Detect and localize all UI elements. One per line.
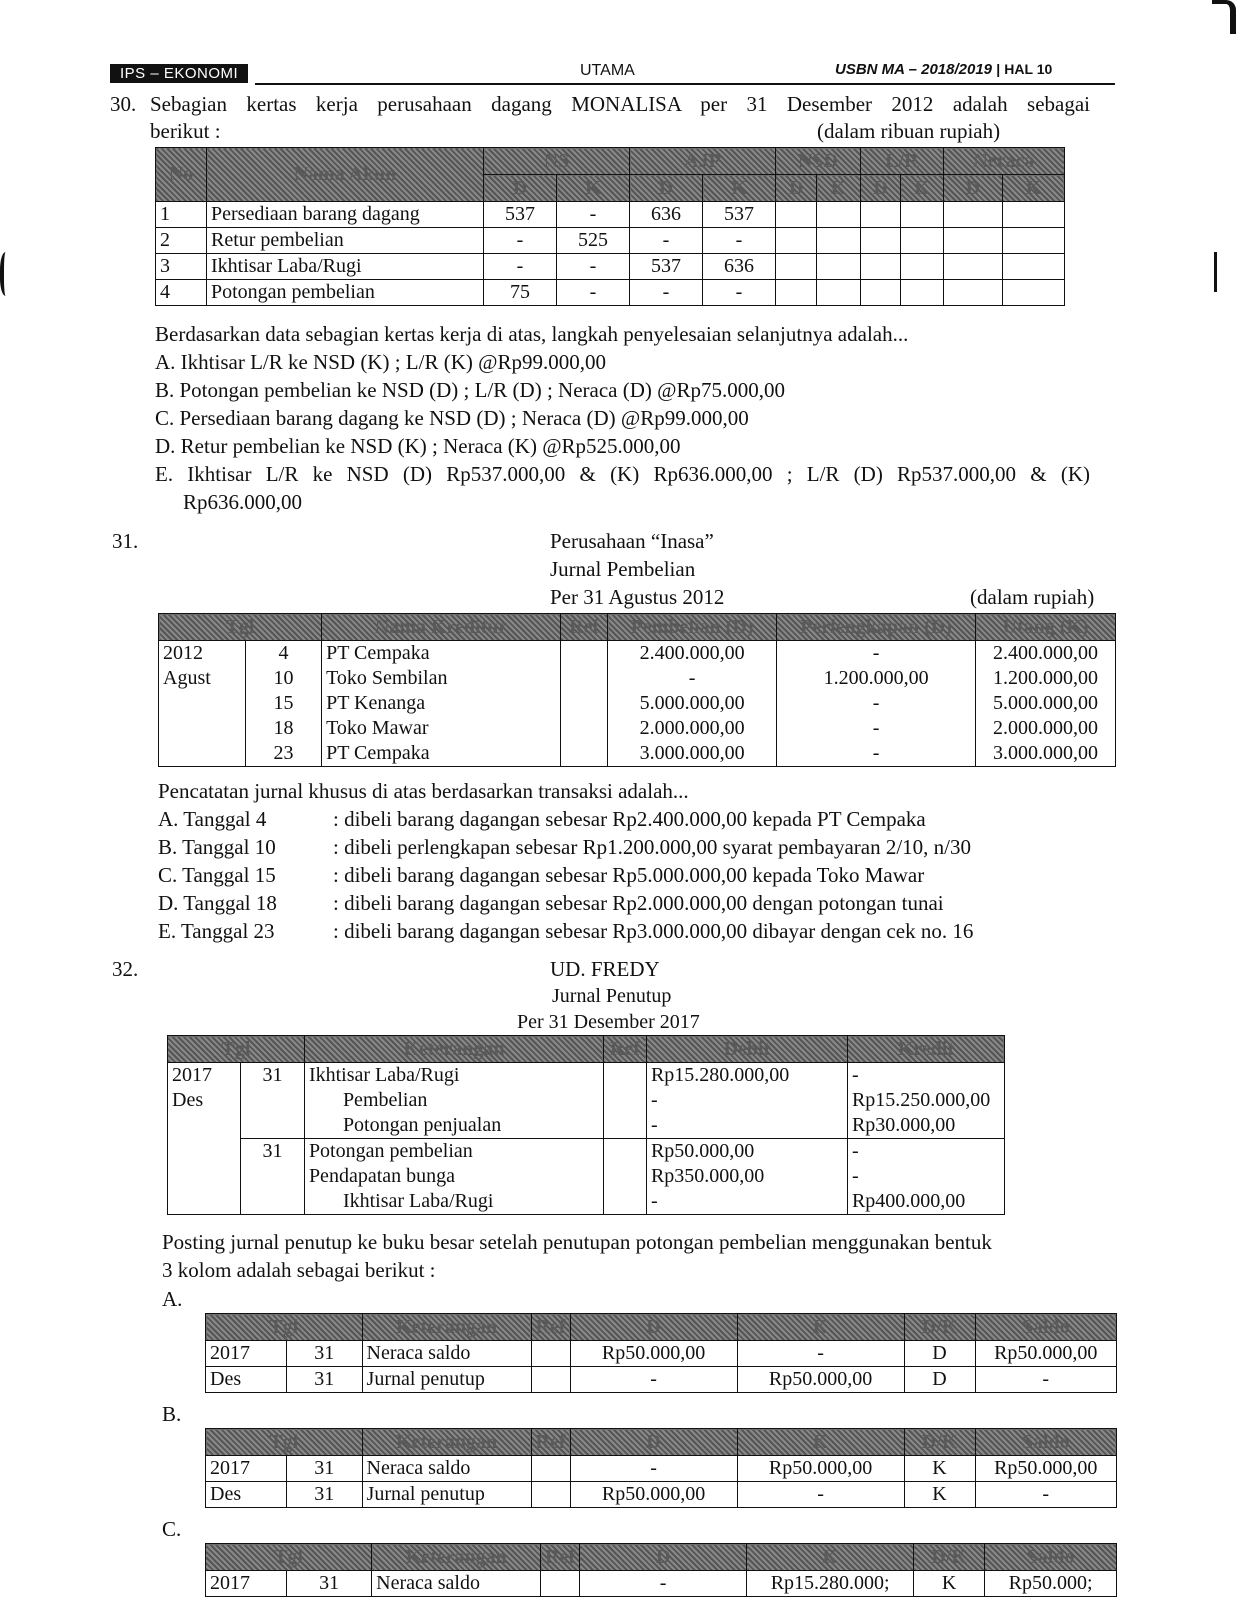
th-dk: D/K [904, 1429, 975, 1456]
table-row [206, 1456, 1117, 1482]
q32-closing-journal [167, 1035, 1005, 1215]
cell-d: - [570, 1367, 737, 1393]
q31-period: Per 31 Agustus 2012 [550, 585, 725, 609]
th-utang: Utang (K) [976, 614, 1116, 641]
cell-ajp-k: 636 [703, 254, 776, 280]
cell-k: Rp50.000,00 [737, 1367, 904, 1393]
cell-dk: K [904, 1456, 975, 1482]
cell-day: 15 [246, 691, 322, 716]
q31-question: Pencatatan jurnal khusus di atas berdasarkan transaksi adalah... [158, 779, 689, 803]
q30-unit: (dalam ribuan rupiah) [817, 119, 1001, 143]
table-row [168, 1113, 1005, 1139]
q31-option-a-label[interactable]: A. Tanggal 4 [158, 807, 267, 831]
th-ns: NS [484, 148, 630, 175]
cell-name: PT Cempaka [322, 641, 561, 667]
q30-option-a[interactable]: A. Ikhtisar L/R ke NSD (K) ; L/R (K) @Rp99.000,00 [155, 350, 606, 374]
cell-ns-d: 537 [484, 202, 557, 228]
cell-perlengkapan: - [777, 741, 976, 767]
table-row [159, 691, 1116, 716]
q32-period: Per 31 Desember 2017 [517, 1011, 700, 1033]
th-k: K [557, 175, 630, 202]
cell-perlengkapan: - [777, 716, 976, 741]
th-d: D [943, 175, 1002, 202]
cell-day: 31 [287, 1456, 363, 1482]
th-ket: Keterangan [362, 1314, 531, 1341]
cell-pembelian: 2.400.000,00 [608, 641, 777, 667]
cell-ns-k: - [557, 280, 630, 306]
q32-subtitle: Jurnal Penutup [552, 985, 672, 1007]
cell-kredit: Rp30.000,00 [847, 1113, 1004, 1139]
cell-saldo: Rp50.000,00 [975, 1456, 1116, 1482]
q31-option-a-text: : dibeli barang dagangan sebesar Rp2.400.000,00 kepada PT Cempaka [333, 807, 926, 831]
cell-name: Toko Mawar [322, 716, 561, 741]
cell-kredit: - [847, 1139, 1004, 1165]
th-k: K [817, 175, 860, 202]
q32-title: UD. FREDY [550, 957, 660, 981]
cell-no: 2 [156, 228, 207, 254]
table-row [159, 716, 1116, 741]
cell-ns-k: - [557, 254, 630, 280]
cell-day: 31 [287, 1367, 363, 1393]
cell-ket: Pembelian [304, 1088, 603, 1113]
cell-saldo: Rp50.000,00 [975, 1341, 1116, 1367]
cell-perlengkapan: - [777, 691, 976, 716]
th-kredit: Kredit [847, 1036, 1004, 1063]
cell-dk: K [914, 1571, 985, 1597]
cell-year: 2012 [159, 641, 246, 667]
cell-month: Agust [159, 666, 246, 691]
th-ket: Keterangan [304, 1036, 603, 1063]
cell-kredit: Rp400.000,00 [847, 1189, 1004, 1215]
th-saldo: Saldo [985, 1544, 1117, 1571]
q31-option-e-label[interactable]: E. Tanggal 23 [158, 919, 275, 943]
cell-k: - [737, 1482, 904, 1508]
q31-option-b-label[interactable]: B. Tanggal 10 [158, 835, 276, 859]
table-row [159, 741, 1116, 767]
q32-option-a-label[interactable]: A. [162, 1287, 183, 1311]
table-row [206, 1367, 1117, 1393]
q30-option-b[interactable]: B. Potongan pembelian ke NSD (D) ; L/R (D) ; Neraca (D) @Rp75.000,00 [155, 378, 785, 402]
header-rule [255, 83, 1115, 85]
cell-day: 31 [241, 1063, 305, 1089]
cell-ajp-k: 537 [703, 202, 776, 228]
th-ket: Keterangan [372, 1544, 541, 1571]
th-ref: Ref [531, 1314, 570, 1341]
cell-day: 31 [241, 1139, 305, 1165]
q31-number: 31. [112, 529, 139, 553]
table-row [168, 1189, 1005, 1215]
cell-kredit: - [847, 1063, 1004, 1089]
th-kreditur: Nama Kreditur [322, 614, 561, 641]
subject-tag: IPS – EKONOMI [110, 64, 248, 83]
cell-year: 2017 [206, 1456, 287, 1482]
cell-ket: Neraca saldo [362, 1341, 531, 1367]
cell-year: 2017 [206, 1341, 287, 1367]
th-k: K [703, 175, 776, 202]
cell-day: 31 [287, 1482, 363, 1508]
q32-option-c-ledger [205, 1543, 1117, 1597]
cell-ajp-k: - [703, 280, 776, 306]
th-dk: D/K [904, 1314, 975, 1341]
cell-name: Toko Sembilan [322, 666, 561, 691]
cell-day: 31 [287, 1571, 372, 1597]
cell-k: Rp50.000,00 [737, 1456, 904, 1482]
cell-name: PT Cempaka [322, 741, 561, 767]
cell-ket: Potongan pembelian [304, 1139, 603, 1165]
th-k: K [737, 1314, 904, 1341]
cell-day: 18 [246, 716, 322, 741]
cell-pembelian: 3.000.000,00 [608, 741, 777, 767]
cell-account: Ikhtisar Laba/Rugi [207, 254, 484, 280]
q30-option-d[interactable]: D. Retur pembelian ke NSD (K) ; Neraca (K) @Rp525.000,00 [155, 434, 681, 458]
cell-ajp-k: - [703, 228, 776, 254]
cell-ket: Neraca saldo [362, 1456, 531, 1482]
cell-month: Des [168, 1088, 241, 1113]
cell-debit: Rp15.280.000,00 [646, 1063, 847, 1089]
cell-no: 3 [156, 254, 207, 280]
th-ref: Ref [561, 614, 608, 641]
table-row [206, 1571, 1117, 1597]
q32-number: 32. [112, 957, 139, 981]
th-k: K [737, 1429, 904, 1456]
cell-ket: Jurnal penutup [362, 1367, 531, 1393]
cell-d: - [570, 1456, 737, 1482]
cell-perlengkapan: - [777, 641, 976, 667]
table-row [168, 1164, 1005, 1189]
cell-account: Potongan pembelian [207, 280, 484, 306]
table-row [168, 1139, 1005, 1165]
cell-utang: 2.000.000,00 [976, 716, 1116, 741]
th-k: K [1002, 175, 1064, 202]
th-nsd: NSD [776, 148, 861, 175]
cell-ket: Neraca saldo [372, 1571, 541, 1597]
cell-year: 2017 [168, 1063, 241, 1089]
cell-ket: Potongan penjualan [304, 1113, 603, 1139]
cell-pembelian: 2.000.000,00 [608, 716, 777, 741]
exam-title: USBN MA – 2018/2019 [835, 61, 993, 78]
q30-option-c[interactable]: C. Persediaan barang dagang ke NSD (D) ; Neraca (D) @Rp99.000,00 [155, 406, 749, 430]
cell-month: Des [206, 1367, 287, 1393]
q30-question: Berdasarkan data sebagian kertas kerja di atas, langkah penyelesaian selanjutnya adalah... [155, 322, 909, 346]
th-tgl: Tgl [206, 1429, 363, 1456]
cell-ns-k: - [557, 202, 630, 228]
q31-subtitle: Jurnal Pembelian [550, 557, 696, 581]
q30-option-e-cont: Rp636.000,00 [183, 490, 303, 514]
cell-name: PT Kenanga [322, 691, 561, 716]
header-right [835, 61, 1052, 78]
q31-option-c-text: : dibeli barang dagangan sebesar Rp5.000.000,00 kepada Toko Mawar [333, 863, 925, 887]
cell-d: Rp50.000,00 [570, 1341, 737, 1367]
q31-option-e-text: : dibeli barang dagangan sebesar Rp3.000.000,00 dibayar dengan cek no. 16 [333, 919, 974, 943]
cell-ajp-d: - [630, 228, 703, 254]
th-debit: Debit [646, 1036, 847, 1063]
cell-ajp-d: - [630, 280, 703, 306]
cell-utang: 5.000.000,00 [976, 691, 1116, 716]
table-row [168, 1088, 1005, 1113]
th-ket: Keterangan [362, 1429, 531, 1456]
th-tgl: Tgl [206, 1314, 363, 1341]
cell-ajp-d: 537 [630, 254, 703, 280]
th-k: K [747, 1544, 914, 1571]
cell-account: Persediaan barang dagang [207, 202, 484, 228]
cell-d: - [580, 1571, 747, 1597]
cell-ket: Jurnal penutup [362, 1482, 531, 1508]
cell-account: Retur pembelian [207, 228, 484, 254]
th-tgl: Tgl [168, 1036, 305, 1063]
page-number: HAL 10 [1004, 61, 1053, 77]
page-corner-mark [1212, 0, 1236, 34]
cell-saldo: - [975, 1367, 1116, 1393]
th-tgl: Tgl [159, 614, 322, 641]
th-d: D [630, 175, 703, 202]
cell-ns-k: 525 [557, 228, 630, 254]
q30-worksheet-table [155, 147, 1065, 306]
cell-pembelian: - [608, 666, 777, 691]
left-margin-mark [0, 252, 14, 296]
table-row [159, 641, 1116, 667]
th-no: No [156, 148, 207, 202]
th-neraca: Neraca [943, 148, 1064, 175]
table-row [156, 280, 1065, 306]
q32-option-c-label[interactable]: C. [162, 1517, 182, 1541]
q31-purchase-journal [158, 613, 1116, 767]
cell-ajp-d: 636 [630, 202, 703, 228]
cell-debit: Rp50.000,00 [646, 1139, 847, 1165]
cell-utang: 3.000.000,00 [976, 741, 1116, 767]
q31-option-c-label[interactable]: C. Tanggal 15 [158, 863, 276, 887]
th-k: K [901, 175, 943, 202]
q31-unit: (dalam rupiah) [970, 585, 1095, 609]
th-d: D [570, 1314, 737, 1341]
th-lr: L/R [860, 148, 943, 175]
q31-option-d-text: : dibeli barang dagangan sebesar Rp2.000.000,00 dengan potongan tunai [333, 891, 944, 915]
th-d: D [860, 175, 901, 202]
q32-option-b-ledger [205, 1428, 1117, 1508]
table-row [168, 1063, 1005, 1089]
th-d: D [776, 175, 817, 202]
th-pembelian: Pembelian (D) [608, 614, 777, 641]
q30-number: 30. [110, 92, 137, 116]
cell-no: 1 [156, 202, 207, 228]
table-row [206, 1341, 1117, 1367]
cell-ns-d: 75 [484, 280, 557, 306]
table-row [206, 1482, 1117, 1508]
th-account: Nama Akun [207, 148, 484, 202]
cell-day: 10 [246, 666, 322, 691]
cell-utang: 1.200.000,00 [976, 666, 1116, 691]
table-row [159, 666, 1116, 691]
cell-k: Rp15.280.000; [747, 1571, 914, 1597]
cell-k: - [737, 1341, 904, 1367]
th-ajp: AJP [630, 148, 776, 175]
q30-stem-2: berikut : [150, 119, 221, 143]
cell-dk: D [904, 1341, 975, 1367]
cell-month: Des [206, 1482, 287, 1508]
right-margin-mark [1208, 252, 1217, 292]
q30-stem: Sebagian kertas kerja perusahaan dagang MONALISA per 31 Desember 2012 adalah sebagai [150, 92, 1090, 116]
table-row [156, 228, 1065, 254]
cell-kredit: - [847, 1164, 1004, 1189]
th-tgl: Tgl [206, 1544, 372, 1571]
cell-ns-d: - [484, 254, 557, 280]
th-saldo: Saldo [975, 1314, 1116, 1341]
cell-debit: Rp350.000,00 [646, 1164, 847, 1189]
th-ref: Ref [603, 1036, 646, 1063]
cell-dk: K [904, 1482, 975, 1508]
q32-question: Posting jurnal penutup ke buku besar setelah penutupan potongan pembelian menggunakan bentuk [162, 1230, 992, 1254]
cell-debit: - [646, 1088, 847, 1113]
q31-title: Perusahaan “Inasa” [550, 529, 714, 553]
q30-option-e[interactable]: E. Ikhtisar L/R ke NSD (D) Rp537.000,00 & (K) Rp636.000,00 ; L/R (D) Rp537.000,00 & (K) [155, 462, 1090, 486]
cell-ket: Ikhtisar Laba/Rugi [304, 1189, 603, 1215]
th-d: D [484, 175, 557, 202]
th-ref: Ref [531, 1429, 570, 1456]
cell-dk: D [904, 1367, 975, 1393]
cell-year: 2017 [206, 1571, 287, 1597]
cell-ns-d: - [484, 228, 557, 254]
th-ref: Ref [541, 1544, 580, 1571]
q32-option-a-ledger [205, 1313, 1117, 1393]
cell-ket: Ikhtisar Laba/Rugi [304, 1063, 603, 1089]
q32-option-b-label[interactable]: B. [162, 1402, 182, 1426]
q32-question-2: 3 kolom adalah sebagai berikut : [162, 1258, 436, 1282]
cell-utang: 2.400.000,00 [976, 641, 1116, 667]
cell-kredit: Rp15.250.000,00 [847, 1088, 1004, 1113]
th-d: D [580, 1544, 747, 1571]
cell-day: 23 [246, 741, 322, 767]
cell-pembelian: 5.000.000,00 [608, 691, 777, 716]
q31-option-b-text: : dibeli perlengkapan sebesar Rp1.200.000,00 syarat pembayaran 2/10, n/30 [333, 835, 971, 859]
q31-option-d-label[interactable]: D. Tanggal 18 [158, 891, 277, 915]
cell-saldo: Rp50.000; [985, 1571, 1117, 1597]
cell-ket: Pendapatan bunga [304, 1164, 603, 1189]
header-center: UTAMA [580, 62, 635, 79]
th-perlengkapan: Perlengkapan (D) [777, 614, 976, 641]
table-row [156, 254, 1065, 280]
cell-debit: - [646, 1189, 847, 1215]
cell-day: 31 [287, 1341, 363, 1367]
cell-d: Rp50.000,00 [570, 1482, 737, 1508]
cell-no: 4 [156, 280, 207, 306]
th-saldo: Saldo [975, 1429, 1116, 1456]
header-sep: | [996, 61, 1001, 77]
cell-day: 4 [246, 641, 322, 667]
th-d: D [570, 1429, 737, 1456]
table-row [156, 202, 1065, 228]
cell-debit: - [646, 1113, 847, 1139]
cell-perlengkapan: 1.200.000,00 [777, 666, 976, 691]
th-dk: D/K [914, 1544, 985, 1571]
cell-saldo: - [975, 1482, 1116, 1508]
